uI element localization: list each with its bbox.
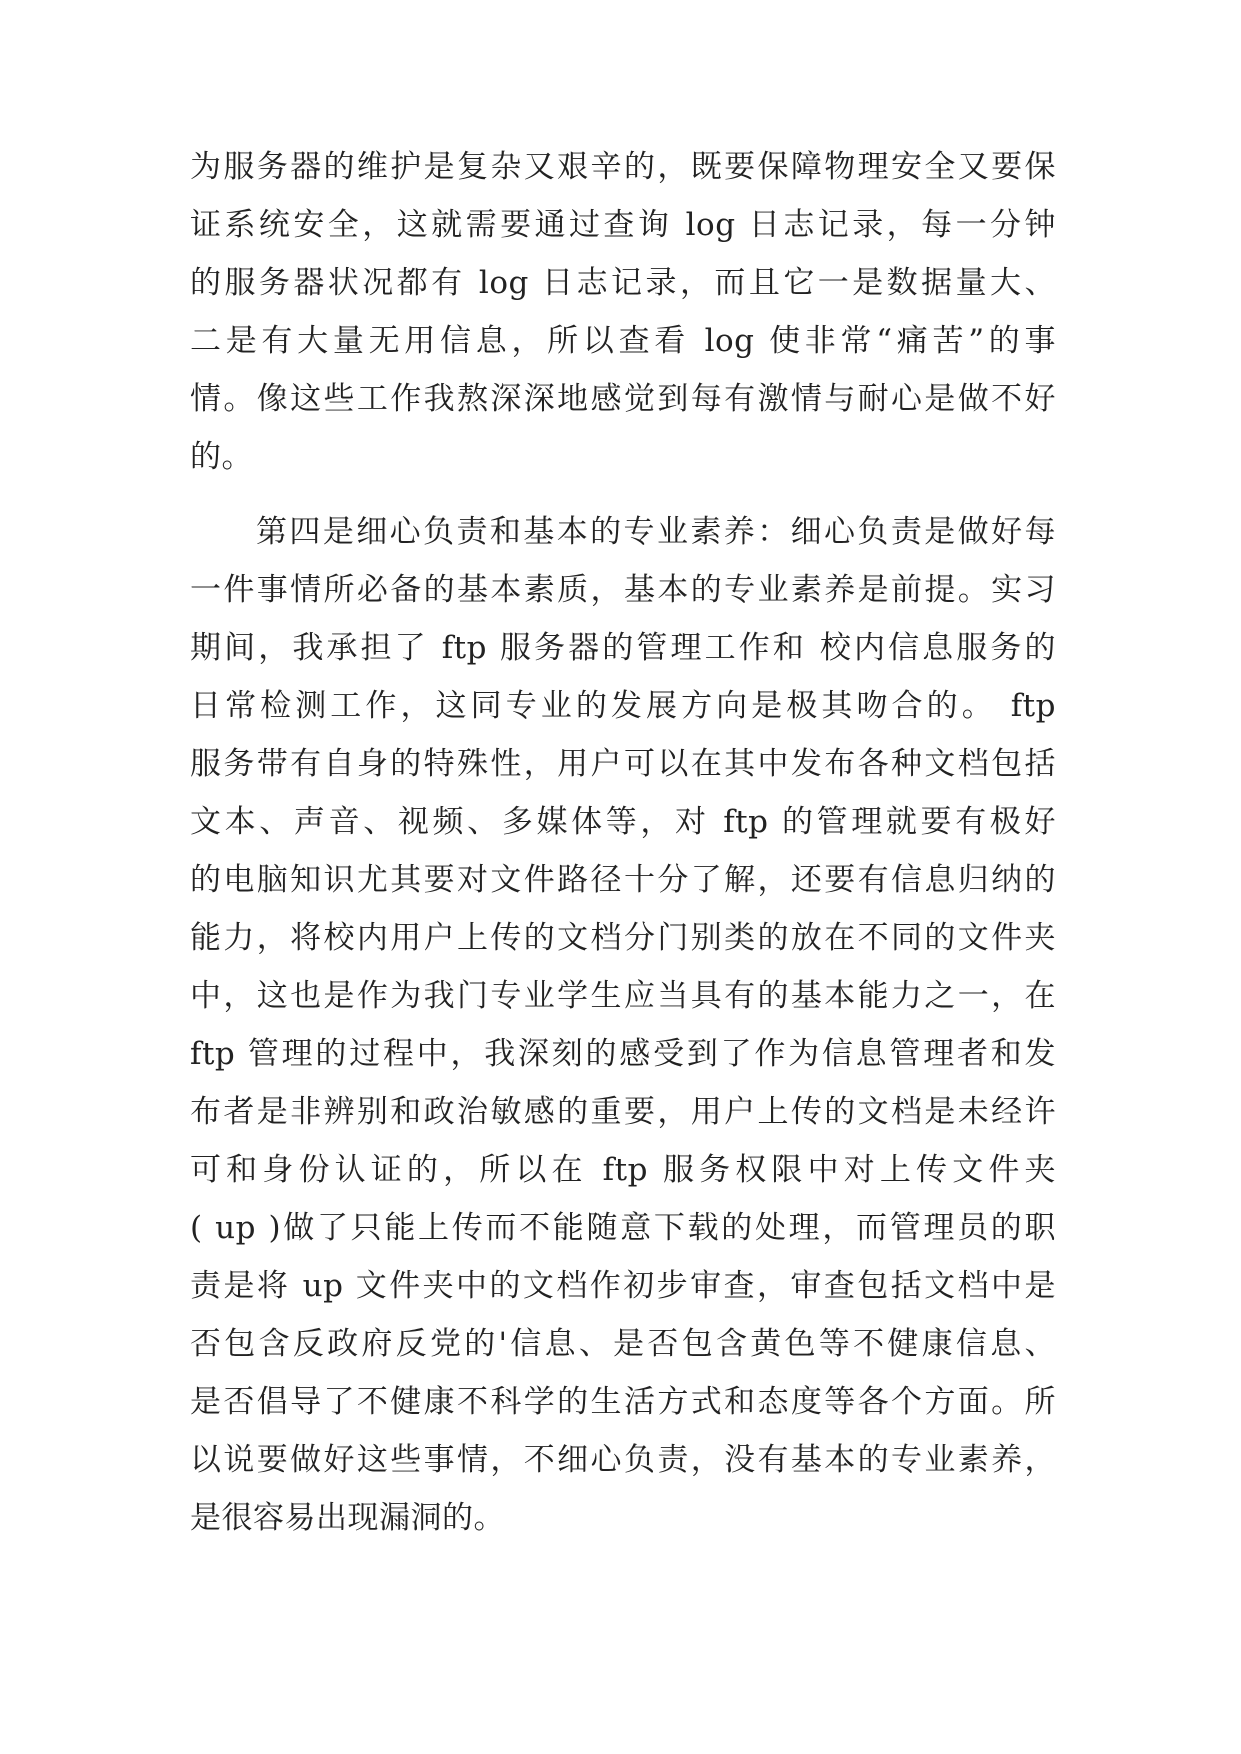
- text-line: 能力，将校内用户上传的文档分门别类的放在不同的文件夹: [190, 920, 1056, 956]
- text-line: 服务带有自身的特殊性，用户可以在其中发布各种文档包括: [190, 746, 1056, 782]
- text-line: 中，这也是作为我门专业学生应当具有的基本能力之一，在: [190, 978, 1056, 1014]
- text-line: 的服务器状况都有 log 日志记录，而且它一是数据量大、: [190, 265, 1056, 301]
- text-line: 是很容易出现漏洞的。: [190, 1500, 505, 1536]
- text-line: 一件事情所必备的基本素质，基本的专业素养是前提。实习: [190, 572, 1056, 608]
- text-line: 可和身份认证的，所以在 ftp 服务权限中对上传文件夹: [190, 1152, 1056, 1188]
- text-line: 的电脑知识尤其要对文件路径十分了解，还要有信息归纳的: [190, 862, 1056, 898]
- text-line: 证系统安全，这就需要通过查询 log 日志记录，每一分钟: [190, 207, 1056, 243]
- text-line: 责是将 up 文件夹中的文档作初步审查，审查包括文档中是: [190, 1268, 1056, 1304]
- text-line: 期间，我承担了 ftp 服务器的管理工作和 校内信息服务的: [190, 630, 1056, 666]
- text-line: 情。像这些工作我熬深深地感觉到每有激情与耐心是做不好: [190, 381, 1056, 417]
- paragraph-first-line: 第四是细心负责和基本的专业素养：细心负责是做好每: [256, 514, 1056, 550]
- text-line: ftp 管理的过程中，我深刻的感受到了作为信息管理者和发: [190, 1036, 1056, 1072]
- text-line: 文本、声音、视频、多媒体等，对 ftp 的管理就要有极好: [190, 804, 1056, 840]
- text-line: 以说要做好这些事情，不细心负责，没有基本的专业素养，: [190, 1442, 1056, 1478]
- text-line: 否包含反政府反党的'信息、是否包含黄色等不健康信息、: [190, 1326, 1056, 1362]
- text-line: 为服务器的维护是复杂又艰辛的，既要保障物理安全又要保: [190, 149, 1056, 185]
- text-line: 日常检测工作，这同专业的发展方向是极其吻合的。 ftp: [190, 688, 1056, 724]
- text-line: 布者是非辨别和政治敏感的重要，用户上传的文档是未经许: [190, 1094, 1056, 1130]
- text-line: 的。: [190, 439, 253, 475]
- text-line: 二是有大量无用信息，所以查看 log 使非常“痛苦”的事: [190, 323, 1056, 359]
- text-line: ( up )做了只能上传而不能随意下载的处理，而管理员的职: [190, 1210, 1056, 1246]
- text-line: 是否倡导了不健康不科学的生活方式和态度等各个方面。所: [190, 1384, 1056, 1420]
